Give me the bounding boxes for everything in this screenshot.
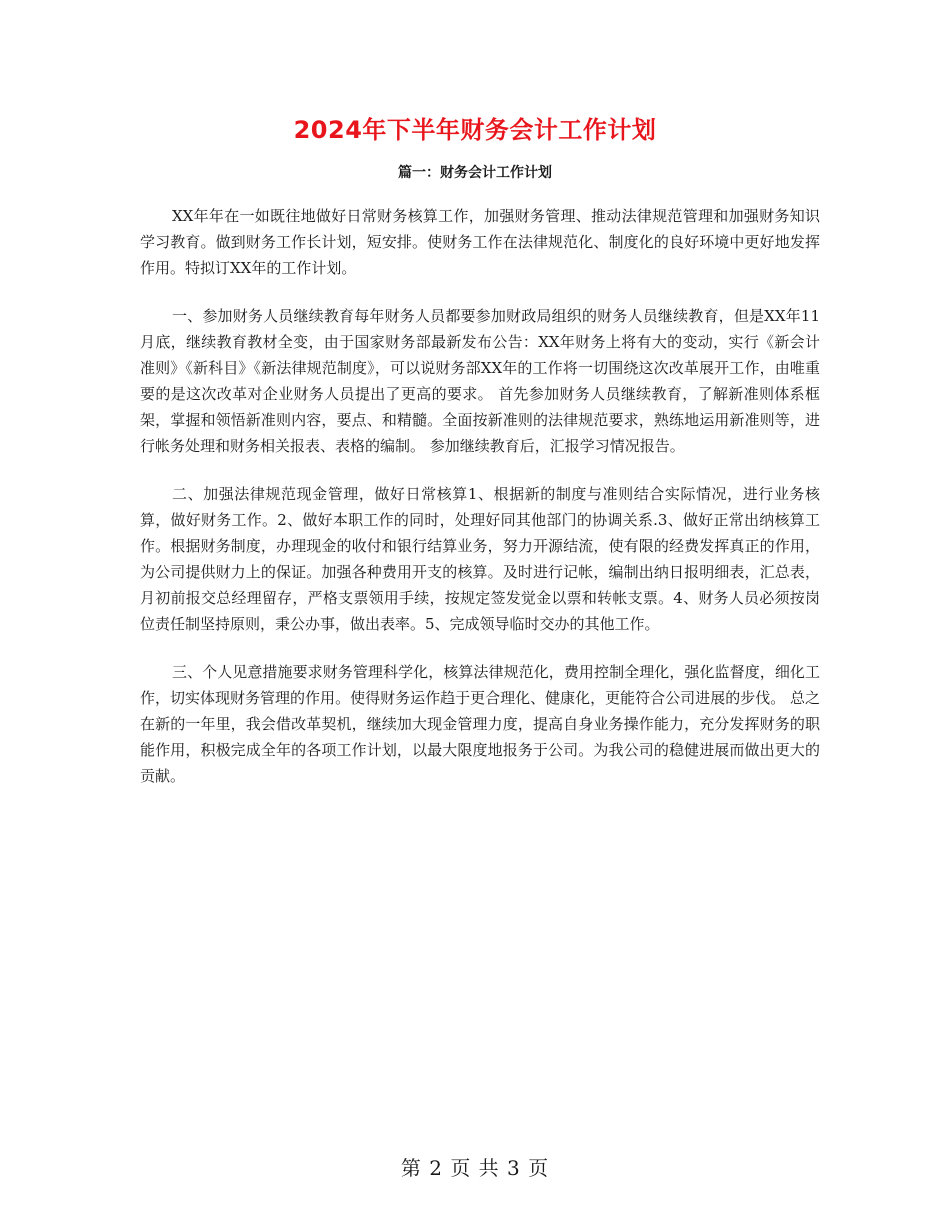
paragraph-section-2: 二、加强法律规范现金管理，做好日常核算1、根据新的制度与准则结合实际情况，进行业务核算，做好财务工作。2、做好本职工作的同时，处理好同其他部门的协调关系.3、做好正常出纳核算工作。根据财务制度，办理现金的收付和银行结算业务，努力开源结流，使有限的经费发挥真正的作用，为公司提供财力上的保证。加强各种费用开支的核算。及时进行记帐，编制出纳日报明细表，汇总表，月初前报交总经理留存，严格支票领用手续，按规定签发觉金以票和转帐支票。4、财务人员必须按岗位责任制坚持原则，秉公办事，做出表率。5、完成领导临时交办的其他工作。 [140,485,820,633]
document-body [140,203,820,811]
paragraph-section-3: 三、个人见意措施要求财务管理科学化，核算法律规范化，费用控制全理化，强化监督度，细化工作，切实体现财务管理的作用。使得财务运作趋于更合理化、健康化，更能符合公司进展的步伐。 总之在新的一年里，我会借改革契机，继续加大现金管理力度，提高自身业务操作能力，充分发挥财务的职能作用，积极完成全年的各项工作计划，以最大限度地报务于公司。为我公司的稳健进展而做出更大的贡献。 [140,663,820,785]
document-subtitle: 篇一：财务会计工作计划 [398,165,552,181]
paragraph-section-1: 一、参加财务人员继续教育每年财务人员都要参加财政局组织的财务人员继续教育，但是XX年11月底，继续教育教材全变，由于国家财务部最新发布公告：XX年财务上将有大的变动，实行《新会计准则》《新科目》《新法律规范制度》，可以说财务部XX年的工作将一切围绕这次改革展开工作，由唯重要的是这次改革对企业财务人员提出了更高的要求。 首先参加财务人员继续教育，了解新准则体系框架，掌握和领悟新准则内容，要点、和精髓。全面按新准则的法律规范要求，熟练地运用新准则等，进行帐务处理和财务相关报表、表格的编制。 参加继续教育后，汇报学习情况报告。 [140,307,820,455]
paragraph-intro: XX年年在一如既往地做好日常财务核算工作，加强财务管理、推动法律规范管理和加强财务知识学习教育。做到财务工作长计划，短安排。使财务工作在法律规范化、制度化的良好环境中更好地发挥作用。特拟订XX年的工作计划。 [140,207,820,277]
page-number-footer: 第 2 页 共 3 页 [400,1156,550,1180]
document-title: 2024年下半年财务会计工作计划 [293,116,657,144]
